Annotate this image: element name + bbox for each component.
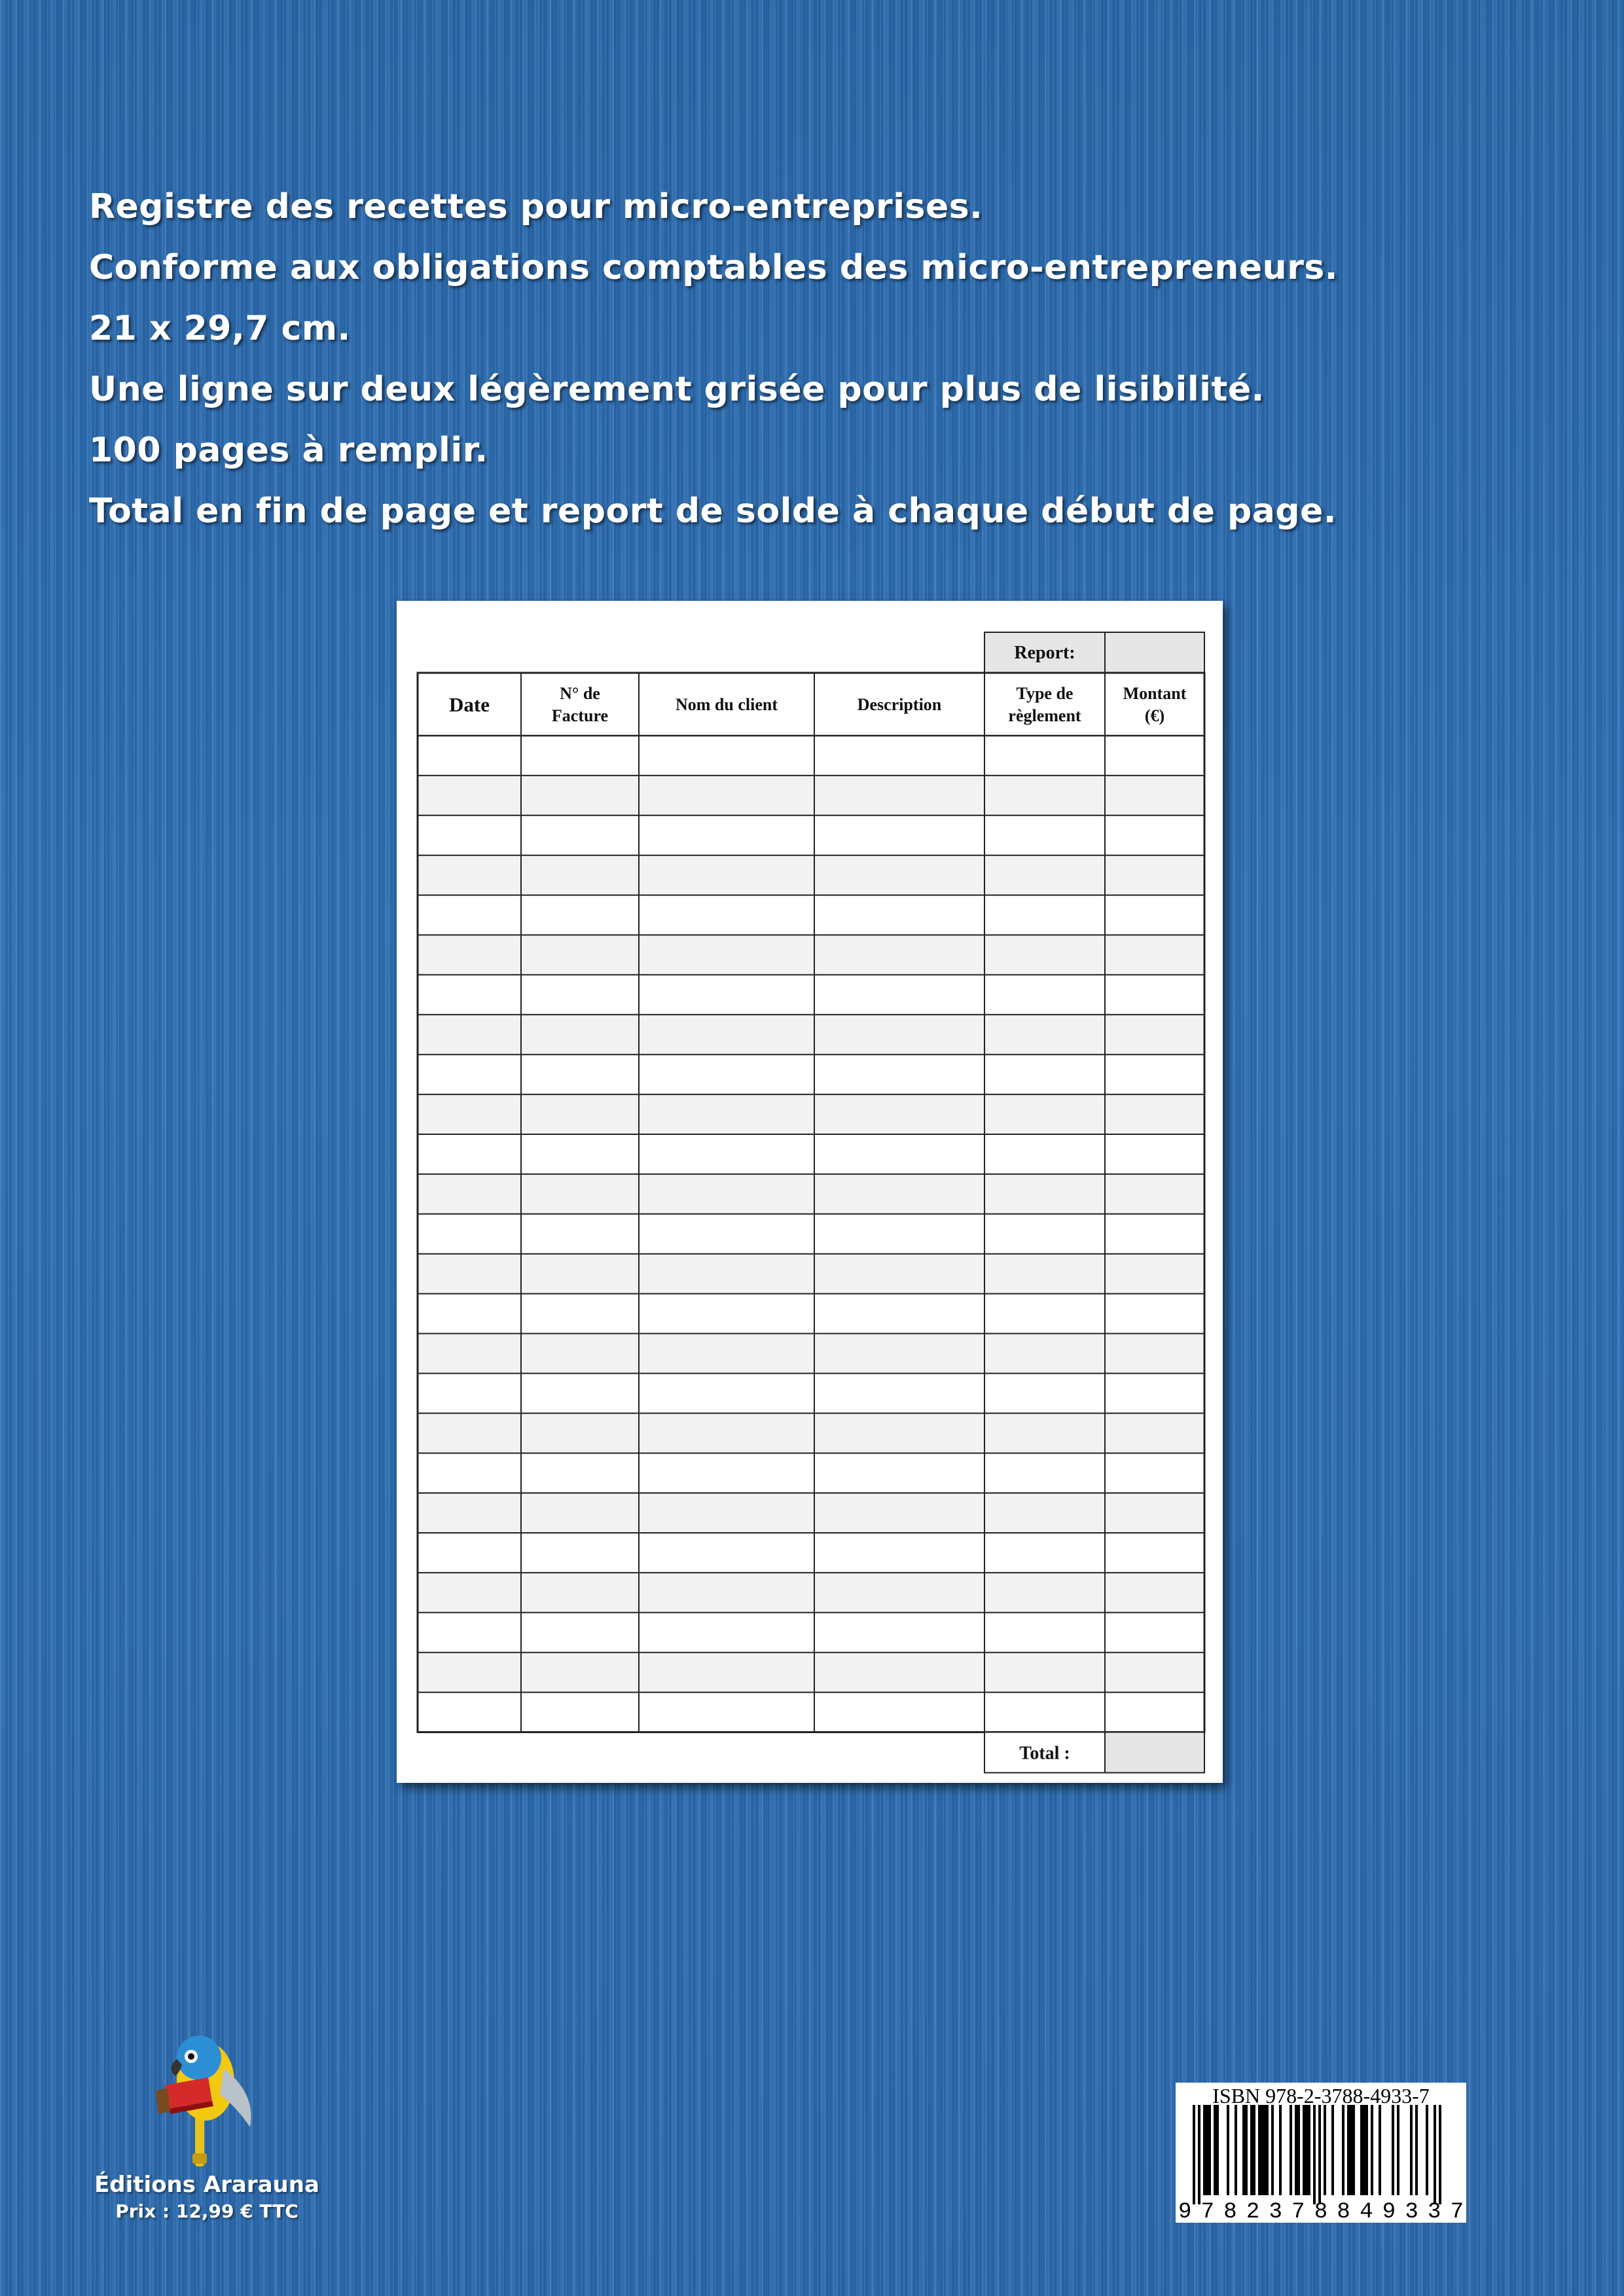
table-row [418,855,1204,895]
ean-digits: 9782378849337 [1178,2200,1464,2223]
barcode-bar [1198,2105,1200,2204]
column-header: Description [857,695,942,715]
barcode-bar [1227,2105,1229,2195]
barcode-bar [1271,2105,1274,2195]
report-value-cell [1105,632,1204,673]
table-row [418,1413,1204,1453]
barcode-bar [1352,2105,1355,2195]
barcode-bar [1397,2105,1399,2195]
barcode-bar [1324,2105,1326,2195]
column-header: règlement [1008,706,1081,726]
back-cover-blurb [89,177,1338,542]
barcode-bar [1214,2105,1216,2195]
barcode-bar [1365,2105,1368,2195]
barcode-bar [1379,2105,1381,2195]
barcode-bar [1410,2105,1413,2195]
barcode-bar [1360,2105,1363,2195]
table-row [418,1533,1204,1573]
table-row [418,1174,1204,1214]
table-row [418,1693,1204,1732]
table-row [418,1054,1204,1094]
barcode-bar [1415,2105,1418,2195]
parrot-reading-book-icon [152,2022,263,2166]
barcode-bar [1193,2105,1195,2204]
total-label: Total : [1019,1743,1070,1764]
barcode-bar [1305,2105,1308,2195]
barcode-bar [1318,2105,1321,2204]
barcode-bar [1208,2105,1211,2195]
barcode-bar [1331,2105,1334,2195]
column-header: Facture [551,706,609,726]
price-label: Prix : 12,99 € TTC [115,2200,298,2222]
table-row [418,1214,1204,1254]
barcode-bar [1263,2105,1266,2195]
barcode-bar [1253,2105,1255,2195]
barcode-bar [1245,2105,1248,2195]
barcode-bar [1297,2105,1300,2195]
isbn-number: ISBN 978-2-3788-4933-7 [1212,2084,1430,2108]
barcode-bar [1261,2105,1263,2195]
publisher-name: Éditions Ararauna [94,2172,319,2198]
barcode-bar [1250,2105,1253,2195]
table-row [418,1094,1204,1134]
blurb-line: 21 x 29,7 cm. [89,309,351,348]
barcode-bar [1303,2105,1305,2195]
table-row [418,1613,1204,1653]
column-header: Type de [1016,684,1074,704]
barcode-bar [1392,2105,1394,2195]
table-row [418,1134,1204,1174]
table-row [418,1014,1204,1054]
barcode-bar [1434,2105,1436,2204]
barcode-bar [1279,2105,1282,2195]
barcode-bar [1295,2105,1297,2195]
barcode-bar [1371,2105,1373,2195]
barcode-bar [1206,2105,1208,2195]
table-row [418,1294,1204,1334]
column-header: N° de [560,684,600,704]
column-header: Montant [1123,684,1187,704]
barcode-bar [1235,2105,1237,2195]
table-row [418,1653,1204,1693]
table-row [418,776,1204,816]
table-row [418,935,1204,975]
table-row [418,1453,1204,1493]
blurb-line: 100 pages à remplir. [89,431,488,470]
publisher-block [89,2022,325,2232]
table-row [418,895,1204,935]
barcode-bar [1363,2105,1365,2195]
barcode-bar [1426,2105,1428,2195]
ledger-page-preview [397,601,1223,1783]
table-row [418,975,1204,1014]
barcode-bar [1290,2105,1292,2195]
column-header: Date [449,692,490,716]
blurb-line: Conforme aux obligations comptables des micro-entrepreneurs. [89,248,1339,287]
table-row [418,1334,1204,1374]
barcode-bar [1439,2105,1441,2204]
table-row [418,1493,1204,1533]
barcode-bar [1203,2105,1206,2195]
isbn-barcode [1176,2083,1466,2223]
column-header: (€) [1144,706,1165,726]
table-row [418,816,1204,855]
barcode-bar [1258,2105,1261,2195]
ledger-form [397,601,1223,1783]
barcode-bar [1313,2105,1316,2204]
report-label: Report: [1014,643,1075,663]
barcode-bar [1308,2105,1310,2195]
blurb-line: Registre des recettes pour micro-entreprises. [89,187,983,226]
barcode-bar [1342,2105,1344,2195]
barcode-bar [1266,2105,1269,2195]
barcode-bar [1350,2105,1352,2195]
blurb-line: Une ligne sur deux légèrement grisée pour plus de lisibilité. [89,370,1265,409]
barcode-bar [1242,2105,1245,2195]
table-row [418,1254,1204,1294]
total-value-cell [1105,1732,1204,1773]
column-header: Nom du client [676,695,778,715]
blurb-line: Total en fin de page et report de solde à chaque début de page. [89,492,1337,531]
table-row [418,1573,1204,1613]
barcode-bar [1216,2105,1219,2195]
barcode-bar [1347,2105,1350,2195]
table-row [418,1373,1204,1413]
table-row [418,736,1204,776]
